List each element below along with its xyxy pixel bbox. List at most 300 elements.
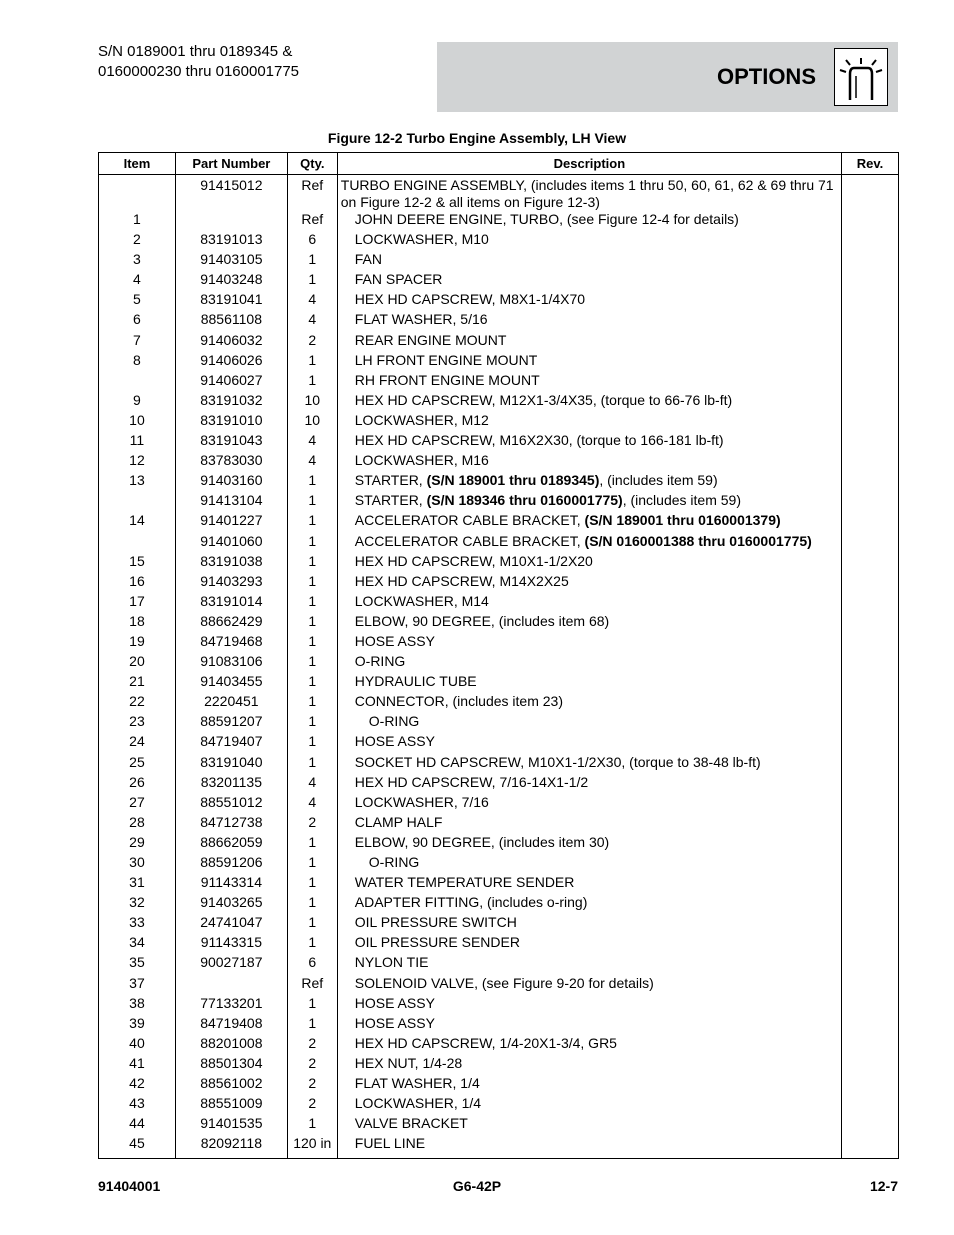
item-cell: 2 [99, 231, 176, 251]
description-cell [337, 492, 841, 512]
rev-cell [842, 573, 899, 593]
part-number-cell: 91406026 [175, 352, 287, 372]
part-number-cell: 90027187 [175, 954, 287, 974]
hand-pointing-icon [834, 48, 888, 106]
qty-cell: 6 [287, 954, 337, 974]
description-main: O-RING [354, 653, 406, 670]
table-row [99, 251, 899, 271]
table-row [99, 231, 899, 251]
item-cell [99, 492, 176, 512]
rev-cell [842, 613, 899, 633]
table-row [99, 175, 899, 212]
rev-cell [842, 472, 899, 492]
part-number-cell: 88591207 [175, 713, 287, 733]
qty-cell: 1 [287, 352, 337, 372]
description-main: LH FRONT ENGINE MOUNT [354, 351, 538, 368]
description-main: HEX HD CAPSCREW, 1/4-20X1-3/4, GR5 [354, 1034, 617, 1051]
item-cell: 11 [99, 432, 176, 452]
description-text [341, 1055, 462, 1072]
description-text [341, 332, 507, 349]
rev-cell [842, 834, 899, 854]
qty-cell: 1 [287, 533, 337, 553]
serial-range-note: (S/N 189346 thru 0160001775) [426, 492, 623, 509]
qty-cell: 10 [287, 412, 337, 432]
qty-cell: 1 [287, 834, 337, 854]
description-text [341, 231, 489, 248]
description-cell [337, 633, 841, 653]
description-cell [337, 975, 841, 995]
item-cell: 37 [99, 975, 176, 995]
rev-cell [842, 995, 899, 1015]
table-row [99, 1015, 899, 1035]
description-main: HOSE ASSY [354, 733, 435, 750]
table-row [99, 975, 899, 995]
part-number-cell [175, 975, 287, 995]
item-cell: 41 [99, 1055, 176, 1075]
description-cell [337, 332, 841, 352]
description-text [341, 412, 489, 429]
serial-range-note: (S/N 189001 thru 0160001379) [584, 512, 781, 529]
description-text [341, 975, 654, 992]
rev-cell [842, 175, 899, 212]
table-row [99, 613, 899, 633]
qty-cell: 1 [287, 271, 337, 291]
description-text [341, 995, 435, 1012]
item-cell: 14 [99, 512, 176, 532]
description-main: LOCKWASHER, 7/16 [354, 793, 489, 810]
table-row [99, 1055, 899, 1075]
description-text [341, 1075, 480, 1092]
item-cell: 27 [99, 794, 176, 814]
qty-cell: 2 [287, 1075, 337, 1095]
figure-title: Figure 12-2 Turbo Engine Assembly, LH View [327, 130, 627, 146]
header-item: Item [99, 153, 176, 175]
item-cell: 35 [99, 954, 176, 974]
rev-cell [842, 693, 899, 713]
description-main: ACCELERATOR CABLE BRACKET, [354, 532, 585, 549]
item-cell: 15 [99, 553, 176, 573]
serial-range-note: (S/N 189001 thru 0189345) [426, 472, 600, 489]
description-main: LOCKWASHER, M14 [354, 592, 489, 609]
item-cell: 9 [99, 392, 176, 412]
part-number-cell: 84719468 [175, 633, 287, 653]
description-main: SOCKET HD CAPSCREW, M10X1-1/2X30, (torque to 38-48 lb-ft) [354, 753, 761, 770]
part-number-cell: 83191014 [175, 593, 287, 613]
item-cell: 31 [99, 874, 176, 894]
rev-cell [842, 954, 899, 974]
description-cell [337, 1135, 841, 1159]
table-row [99, 934, 899, 954]
description-cell [337, 452, 841, 472]
table-row [99, 573, 899, 593]
rev-cell [842, 1015, 899, 1035]
table-row [99, 713, 899, 733]
description-cell [337, 1055, 841, 1075]
rev-cell [842, 492, 899, 512]
table-row [99, 332, 899, 352]
rev-cell [842, 211, 899, 231]
page-number: 12-7 [869, 1178, 898, 1194]
description-main: ACCELERATOR CABLE BRACKET, [354, 512, 585, 529]
item-cell: 19 [99, 633, 176, 653]
part-number-cell: 91406032 [175, 332, 287, 352]
qty-cell: 2 [287, 814, 337, 834]
description-cell [337, 693, 841, 713]
item-cell: 3 [99, 251, 176, 271]
serial-line-2: 0160000230 thru 0160001775 [98, 63, 300, 80]
rev-cell [842, 975, 899, 995]
rev-cell [842, 553, 899, 573]
part-number-cell: 82092118 [175, 1135, 287, 1159]
description-cell [337, 713, 841, 733]
part-number-cell: 84719407 [175, 733, 287, 753]
description-text [341, 633, 435, 650]
part-number-cell: 91143315 [175, 934, 287, 954]
table-row [99, 211, 899, 231]
description-main: HEX HD CAPSCREW, M10X1-1/2X20 [354, 552, 593, 569]
item-cell: 8 [99, 352, 176, 372]
description-main: HEX HD CAPSCREW, M8X1-1/4X70 [354, 291, 586, 308]
description-text [341, 432, 724, 449]
item-cell [99, 372, 176, 392]
part-number-cell: 84719408 [175, 1015, 287, 1035]
table-row [99, 593, 899, 613]
description-text [341, 794, 489, 811]
description-main: HYDRAULIC TUBE [354, 673, 477, 690]
table-row [99, 352, 899, 372]
item-cell: 12 [99, 452, 176, 472]
description-main: OIL PRESSURE SWITCH [354, 914, 517, 931]
rev-cell [842, 894, 899, 914]
rev-cell [842, 231, 899, 251]
description-main: ELBOW, 90 DEGREE, (includes item 68) [354, 612, 610, 629]
part-number-cell: 88591206 [175, 854, 287, 874]
item-cell: 17 [99, 593, 176, 613]
description-cell [337, 954, 841, 974]
part-number-cell: 88662059 [175, 834, 287, 854]
qty-cell: 1 [287, 1015, 337, 1035]
description-cell [337, 995, 841, 1015]
table-body [99, 175, 899, 1159]
model-number: G6-42P [452, 1178, 502, 1194]
description-main: O-RING [368, 713, 420, 730]
part-number-cell: 24741047 [175, 914, 287, 934]
description-text [341, 533, 812, 550]
qty-cell: 1 [287, 894, 337, 914]
description-cell [337, 251, 841, 271]
rev-cell [842, 713, 899, 733]
item-cell: 20 [99, 653, 176, 673]
table-row [99, 553, 899, 573]
item-cell [99, 533, 176, 553]
rev-cell [842, 733, 899, 753]
part-number-cell: 84712738 [175, 814, 287, 834]
part-number-cell: 91413104 [175, 492, 287, 512]
table-row [99, 291, 899, 311]
description-text [341, 271, 443, 288]
description-cell [337, 1035, 841, 1055]
description-cell [337, 754, 841, 774]
description-main: CLAMP HALF [354, 813, 443, 830]
description-cell [337, 874, 841, 894]
description-cell [337, 774, 841, 794]
part-number-cell: 91403105 [175, 251, 287, 271]
description-cell [337, 673, 841, 693]
description-main: O-RING [368, 854, 420, 870]
description-text [341, 874, 575, 891]
description-cell [337, 1075, 841, 1095]
table-row [99, 733, 899, 753]
qty-cell: 1 [287, 653, 337, 673]
description-main: WATER TEMPERATURE SENDER [354, 874, 575, 891]
rev-cell [842, 1095, 899, 1115]
description-text [341, 713, 420, 730]
description-cell [337, 894, 841, 914]
rev-cell [842, 392, 899, 412]
description-main: NYLON TIE [354, 954, 429, 971]
description-main: LOCKWASHER, 1/4 [354, 1095, 482, 1112]
description-text [341, 894, 588, 911]
rev-cell [842, 754, 899, 774]
part-number-cell: 2220451 [175, 693, 287, 713]
item-cell: 24 [99, 733, 176, 753]
qty-cell: 2 [287, 1055, 337, 1075]
part-number-cell: 88561002 [175, 1075, 287, 1095]
header-description: Description [337, 153, 841, 175]
table-row [99, 392, 899, 412]
qty-cell: 4 [287, 291, 337, 311]
item-cell: 18 [99, 613, 176, 633]
item-cell: 21 [99, 673, 176, 693]
table-header-row [99, 153, 899, 175]
qty-cell: 2 [287, 332, 337, 352]
item-cell: 34 [99, 934, 176, 954]
part-number-cell: 88201008 [175, 1035, 287, 1055]
description-cell [337, 412, 841, 432]
description-cell [337, 794, 841, 814]
description-text [341, 573, 569, 590]
item-cell: 1 [99, 211, 176, 231]
description-cell [337, 553, 841, 573]
qty-cell: 1 [287, 995, 337, 1015]
qty-cell: 1 [287, 854, 337, 874]
table-row [99, 1135, 899, 1159]
rev-cell [842, 673, 899, 693]
description-cell [337, 1095, 841, 1115]
description-text [341, 733, 435, 750]
table-row [99, 1035, 899, 1055]
description-main: FUEL LINE [354, 1135, 426, 1152]
description-text [341, 1115, 468, 1132]
description-main: HEX HD CAPSCREW, M12X1-3/4X35, (torque to 66-76 lb-ft) [354, 391, 733, 408]
description-cell [337, 211, 841, 231]
description-text [341, 1135, 425, 1152]
rev-cell [842, 854, 899, 874]
description-cell [337, 372, 841, 392]
item-cell: 38 [99, 995, 176, 1015]
description-cell [337, 512, 841, 532]
serial-number-range [98, 42, 299, 82]
description-main: ADAPTER FITTING, (includes o-ring) [354, 894, 588, 911]
qty-cell: 1 [287, 251, 337, 271]
part-number-cell: 88561108 [175, 311, 287, 331]
description-text [341, 352, 538, 369]
description-text [341, 934, 520, 951]
item-cell: 30 [99, 854, 176, 874]
section-title: OPTIONS [716, 64, 816, 89]
item-cell: 10 [99, 412, 176, 432]
description-main: SOLENOID VALVE, (see Figure 9-20 for details) [354, 974, 654, 991]
header-part-number: Part Number [175, 153, 287, 175]
table-row [99, 914, 899, 934]
part-number-cell: 83191032 [175, 392, 287, 412]
table-row [99, 633, 899, 653]
description-text [341, 492, 741, 509]
qty-cell: 10 [287, 392, 337, 412]
description-main: VALVE BRACKET [354, 1115, 468, 1132]
description-cell [337, 733, 841, 753]
description-text [341, 1015, 435, 1032]
part-number-cell: 91415012 [175, 175, 287, 212]
header-qty: Qty. [287, 153, 337, 175]
description-cell [337, 1115, 841, 1135]
description-text [341, 693, 563, 710]
rev-cell [842, 774, 899, 794]
item-cell: 13 [99, 472, 176, 492]
description-cell [337, 311, 841, 331]
description-main: HEX HD CAPSCREW, M14X2X25 [354, 572, 569, 589]
table-row [99, 1095, 899, 1115]
description-text [341, 452, 489, 469]
description-cell [337, 352, 841, 372]
table-row [99, 995, 899, 1015]
part-number-cell: 91401060 [175, 533, 287, 553]
description-text [341, 834, 609, 851]
item-cell: 6 [99, 311, 176, 331]
rev-cell [842, 653, 899, 673]
part-number-cell: 88551012 [175, 794, 287, 814]
description-main: HEX NUT, 1/4-28 [354, 1054, 463, 1071]
part-number-cell: 91401227 [175, 512, 287, 532]
description-main: FAN SPACER [354, 271, 443, 288]
description-text [341, 914, 517, 931]
description-main: HOSE ASSY [354, 632, 435, 649]
description-tail: , (includes item 59) [599, 472, 718, 489]
description-main: HEX HD CAPSCREW, M16X2X30, (torque to 166-181 lb-ft) [354, 432, 724, 449]
parts-table [98, 152, 899, 1159]
table-row [99, 271, 899, 291]
qty-cell: 1 [287, 673, 337, 693]
rev-cell [842, 874, 899, 894]
description-cell [337, 593, 841, 613]
description-main: FLAT WASHER, 1/4 [354, 1075, 480, 1092]
rev-cell [842, 814, 899, 834]
item-cell: 44 [99, 1115, 176, 1135]
section-header-box [437, 42, 898, 112]
part-number-cell: 77133201 [175, 995, 287, 1015]
qty-cell: 4 [287, 432, 337, 452]
description-text [341, 291, 585, 308]
rev-cell [842, 1115, 899, 1135]
part-number-cell: 83201135 [175, 774, 287, 794]
qty-cell: 1 [287, 472, 337, 492]
description-cell [337, 472, 841, 492]
table-row [99, 472, 899, 492]
qty-cell: 1 [287, 492, 337, 512]
description-cell [337, 271, 841, 291]
rev-cell [842, 794, 899, 814]
serial-range-note: (S/N 0160001388 thru 0160001775) [584, 532, 812, 549]
description-main: HEX HD CAPSCREW, 7/16-14X1-1/2 [354, 773, 589, 790]
qty-cell: 1 [287, 693, 337, 713]
qty-cell: 4 [287, 774, 337, 794]
description-tail: , (includes item 59) [622, 492, 741, 509]
qty-cell: 1 [287, 372, 337, 392]
description-main: FAN [354, 251, 382, 268]
table-row [99, 894, 899, 914]
table-row [99, 854, 899, 874]
item-cell: 45 [99, 1135, 176, 1159]
description-text [341, 854, 420, 871]
rev-cell [842, 271, 899, 291]
part-number-cell: 91403293 [175, 573, 287, 593]
part-number-cell: 91083106 [175, 653, 287, 673]
table-row [99, 814, 899, 834]
rev-cell [842, 934, 899, 954]
table-row [99, 954, 899, 974]
table-row [99, 653, 899, 673]
qty-cell: 4 [287, 794, 337, 814]
description-text [341, 954, 429, 971]
rev-cell [842, 1055, 899, 1075]
description-text [341, 311, 488, 328]
part-number-cell: 91403265 [175, 894, 287, 914]
qty-cell: 1 [287, 934, 337, 954]
qty-cell: Ref [287, 975, 337, 995]
description-main: STARTER, [354, 492, 427, 509]
description-cell [337, 834, 841, 854]
qty-cell: 1 [287, 593, 337, 613]
rev-cell [842, 352, 899, 372]
description-main: ELBOW, 90 DEGREE, (includes item 30) [354, 833, 610, 850]
description-main: LOCKWASHER, M10 [354, 231, 489, 248]
part-number-cell: 83191013 [175, 231, 287, 251]
qty-cell: 2 [287, 1095, 337, 1115]
table-row [99, 774, 899, 794]
rev-cell [842, 1075, 899, 1095]
table-row [99, 834, 899, 854]
qty-cell: 6 [287, 231, 337, 251]
description-cell [337, 392, 841, 412]
table-row [99, 372, 899, 392]
rev-cell [842, 1035, 899, 1055]
description-main: HOSE ASSY [354, 994, 435, 1011]
item-cell: 5 [99, 291, 176, 311]
item-cell: 40 [99, 1035, 176, 1055]
description-main: OIL PRESSURE SENDER [354, 934, 520, 951]
description-line-2: on Figure 12-2 & all items on Figure 12-3) [340, 194, 600, 210]
description-text [341, 392, 732, 409]
rev-cell [842, 251, 899, 271]
table-row [99, 452, 899, 472]
qty-cell: 1 [287, 573, 337, 593]
description-text [341, 372, 540, 389]
description-text [341, 1095, 481, 1112]
part-number-cell: 83191041 [175, 291, 287, 311]
table-row [99, 311, 899, 331]
description-cell [337, 533, 841, 553]
qty-cell: 1 [287, 613, 337, 633]
